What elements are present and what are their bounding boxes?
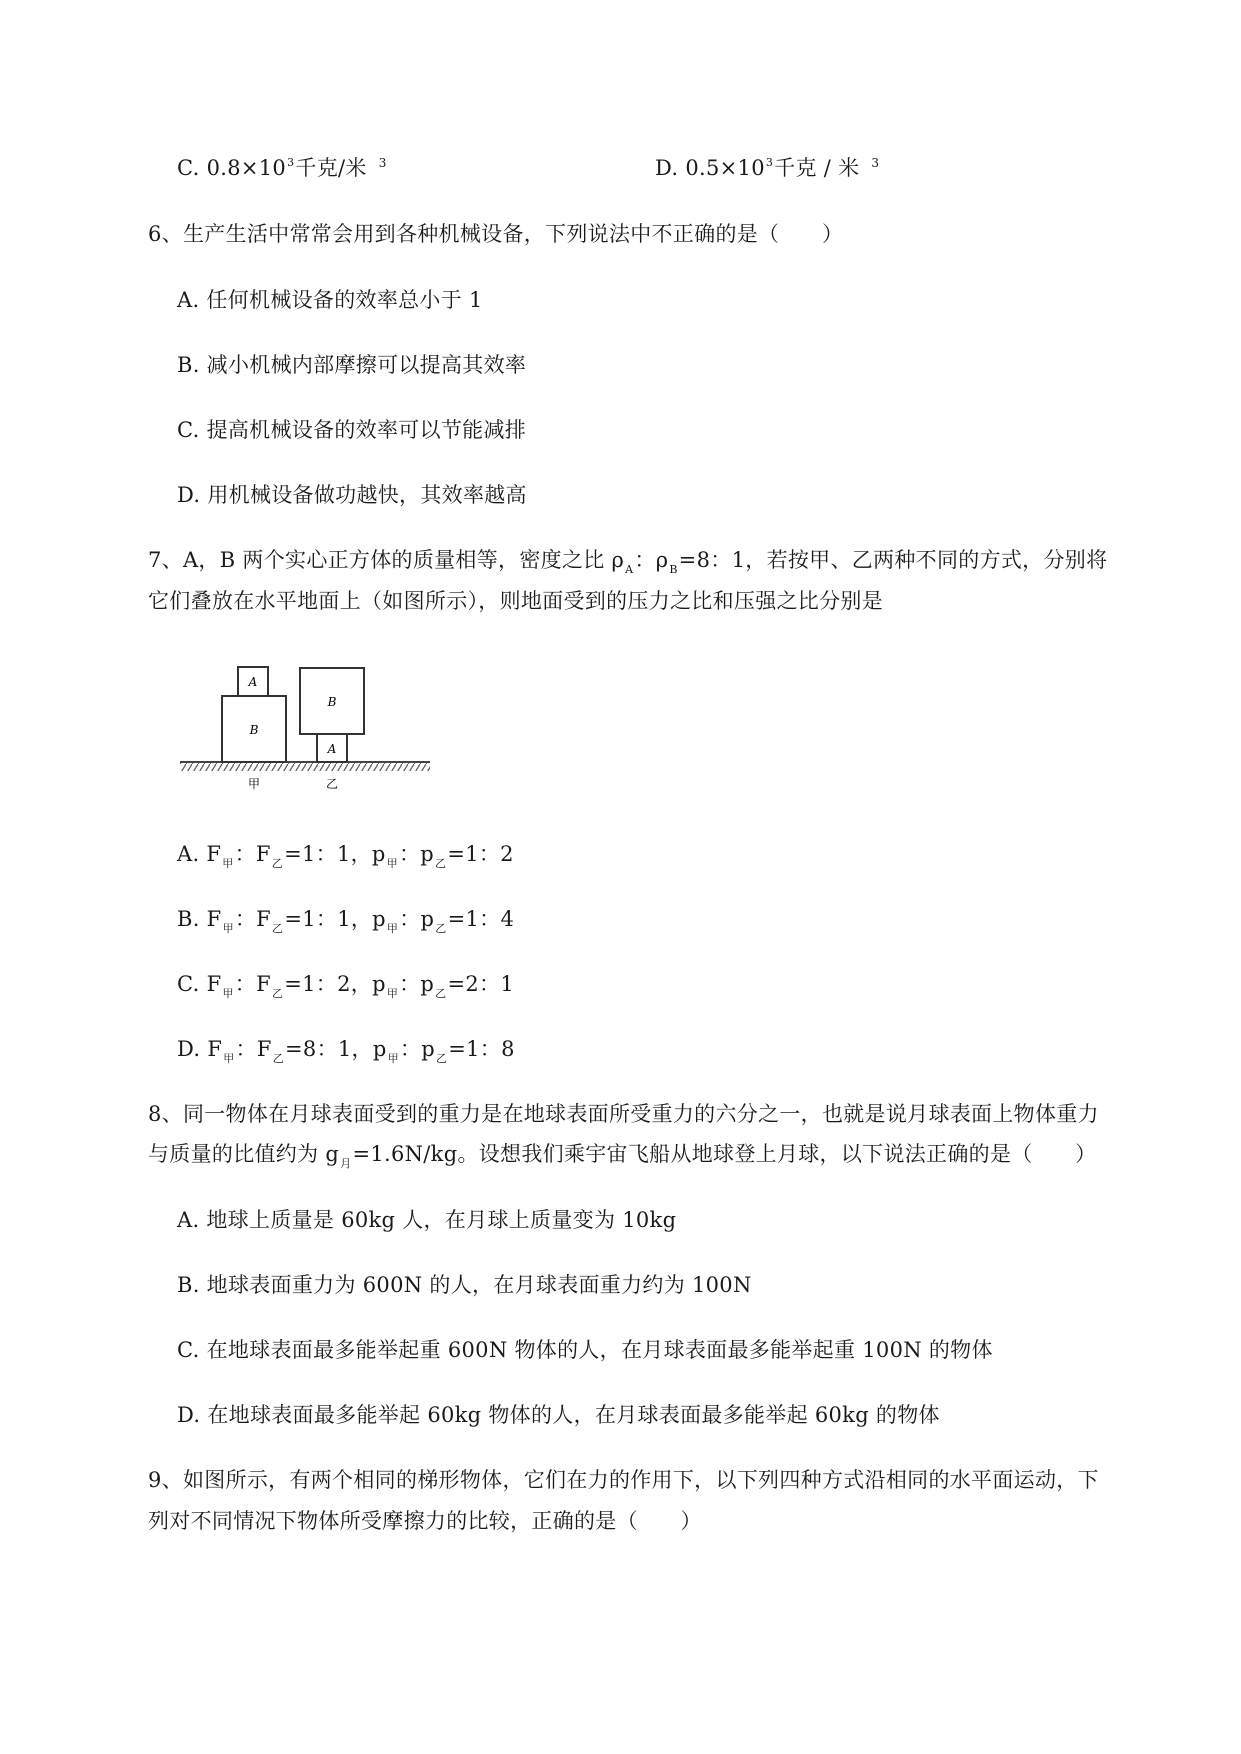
q7-option-b: B. $F_甲$：$F_乙=1$：1，$p_甲$：$p_乙=1$：4	[177, 907, 515, 935]
q5-option-d: D. $0.5\times 10^3$千克 / 米 $^3$	[655, 156, 880, 180]
q6-option-b: B. 减小机械内部摩擦可以提高其效率	[177, 353, 527, 377]
left-top-label: A	[248, 675, 258, 689]
right-top-label: B	[327, 695, 337, 709]
q6-option-d: D. 用机械设备做功越快，其效率越高	[177, 483, 527, 507]
q7-option-d: D. $F_甲$：$F_乙=8$：1，$p_甲$：$p_乙=1$：8	[177, 1037, 515, 1065]
q7-stem-line1: 7、A，B 两个实心正方体的质量相等，密度之比 $\rho_A$：$\rho_B=8$：1，若按甲、乙两种不同的方式，分别将	[148, 548, 1108, 576]
left-bottom-label: B	[249, 723, 259, 737]
q7-stem-line2: 它们叠放在水平地面上（如图所示），则地面受到的压力之比和压强之比分别是	[148, 589, 883, 613]
q6-option-a: A. 任何机械设备的效率总小于 1	[177, 288, 483, 312]
right-bottom-label: A	[327, 742, 337, 756]
q7-option-a: A. $F_甲$：$F_乙=1$：1，$p_甲$：$p_乙=1$：2	[177, 842, 514, 870]
q8-option-b: B. 地球表面重力为 600N 的人，在月球表面重力约为 100N	[177, 1273, 752, 1297]
q5-option-c: C. $0.8\times 10^3$千克/米 $^3$	[177, 156, 387, 180]
q8-option-d: D. 在地球表面最多能举起 60kg 物体的人，在月球表面最多能举起 60kg 的物体	[177, 1403, 940, 1427]
q8-option-a: A. 地球上质量是 60kg 人，在月球上质量变为 10kg	[177, 1208, 677, 1232]
q8-option-c: C. 在地球表面最多能举起重 600N 物体的人，在月球表面最多能举起重 100N 的物体	[177, 1338, 993, 1362]
q9-stem-line1: 9、如图所示，有两个相同的梯形物体，它们在力的作用下，以下列四种方式沿相同的水平面运动，下	[148, 1468, 1099, 1492]
ground-hatching	[180, 763, 430, 771]
q8-stem-line2: 与质量的比值约为 $g_月=1.6N/kg$。设想我们乘宇宙飞船从地球登上月球，以下说法正确的是（ ）	[148, 1142, 1097, 1170]
q8-stem-line1: 8、同一物体在月球表面受到的重力是在地球表面所受重力的六分之一，也就是说月球表面上物体重力	[148, 1102, 1099, 1126]
q9-stem-line2: 列对不同情况下物体所受摩擦力的比较，正确的是（ ）	[148, 1509, 702, 1533]
q7-option-c: C. $F_甲$：$F_乙=1$：2，$p_甲$：$p_乙=2$：1	[177, 972, 515, 1000]
caption-jia: 甲	[247, 777, 261, 791]
caption-yi: 乙	[325, 777, 339, 791]
q6-option-c: C. 提高机械设备的效率可以节能减排	[177, 418, 527, 442]
q6-stem: 6、生产生活中常常会用到各种机械设备，下列说法中不正确的是（ ）	[148, 222, 844, 246]
q7-stacked-blocks-figure	[180, 664, 430, 794]
